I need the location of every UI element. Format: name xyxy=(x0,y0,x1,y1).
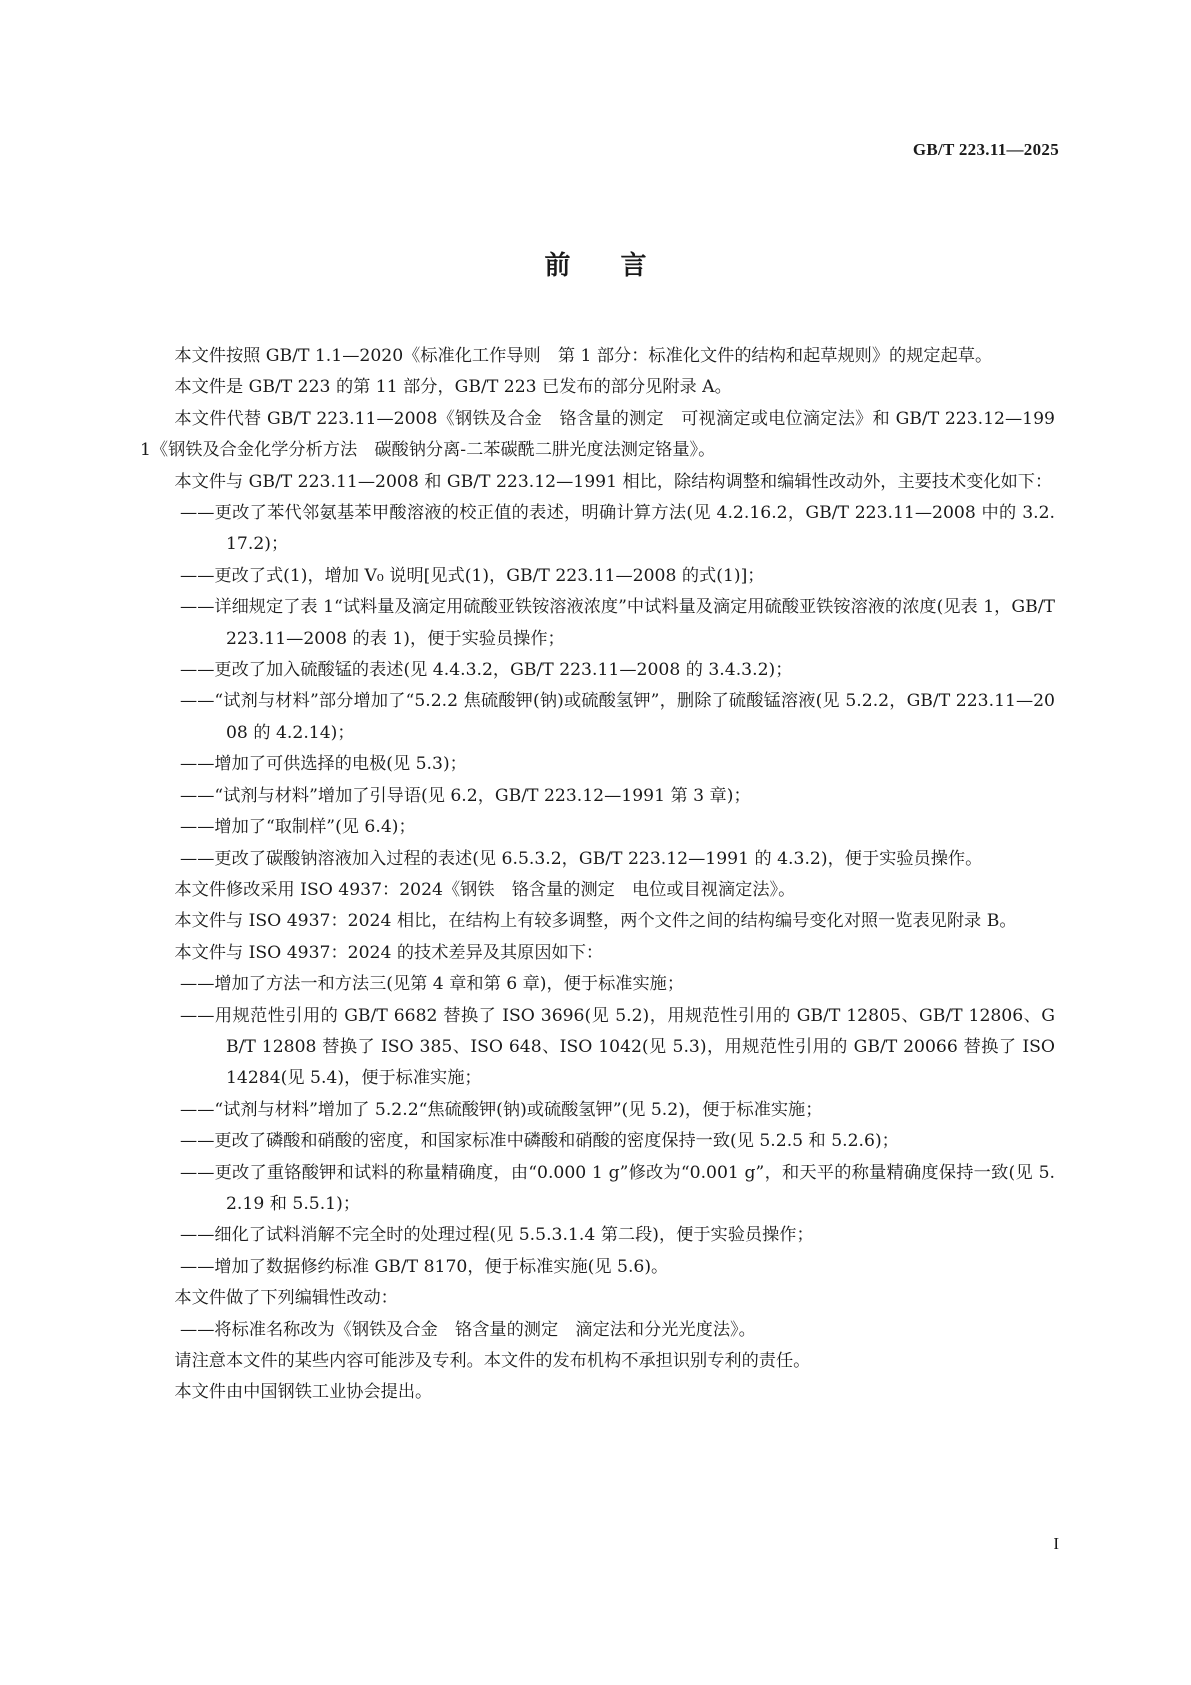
list-item: ——“试剂与材料”部分增加了“5.2.2 焦硫酸钾(钠)或硫酸氢钾”，删除了硫酸锰溶液(见 5.2.2，GB/T 223.11—2008 的 4.2.14)； xyxy=(180,691,1055,743)
page-title: 前言 xyxy=(544,251,697,281)
foreword-body xyxy=(140,341,1055,1409)
paragraph: 请注意本文件的某些内容可能涉及专利。本文件的发布机构不承担识别专利的责任。 xyxy=(174,1351,811,1371)
list-item: ——增加了数据修约标准 GB/T 8170，便于标准实施(见 5.6)。 xyxy=(180,1256,669,1277)
list-item: ——将标准名称改为《钢铁及合金 铬含量的测定 滴定法和分光光度法》。 xyxy=(180,1319,756,1340)
list-item: ——“试剂与材料”增加了 5.2.2“焦硫酸钾(钠)或硫酸氢钾”(见 5.2)，便于标准实施； xyxy=(180,1099,823,1120)
page-number: I xyxy=(1053,1534,1059,1553)
list-item: ——更改了磷酸和硝酸的密度，和国家标准中磷酸和硝酸的密度保持一致(见 5.2.5 和 5.2.6)； xyxy=(180,1131,899,1152)
list-item: ——更改了加入硫酸锰的表述(见 4.4.3.2，GB/T 223.11—2008 的 3.4.3.2)； xyxy=(180,660,793,681)
paragraph: 本文件按照 GB/T 1.1—2020《标准化工作导则 第 1 部分：标准化文件的结构和起草规则》的规定起草。 xyxy=(174,346,993,366)
paragraph: 本文件是 GB/T 223 的第 11 部分，GB/T 223 已发布的部分见附录 A。 xyxy=(174,377,732,398)
paragraph: 本文件做了下列编辑性改动： xyxy=(174,1288,398,1309)
list-item: ——增加了“取制样”(见 6.4)； xyxy=(180,817,416,838)
paragraph: 本文件与 ISO 4937：2024 的技术差异及其原因如下： xyxy=(174,942,604,963)
list-item: ——细化了试料消解不完全时的处理过程(见 5.5.3.1.4 第二段)，便于实验员操作； xyxy=(180,1225,814,1246)
list-item: ——“试剂与材料”增加了引导语(见 6.2，GB/T 223.12—1991 第 3 章)； xyxy=(180,785,751,806)
paragraph: 本文件由中国钢铁工业协会提出。 xyxy=(174,1382,433,1403)
list-item: ——增加了方法一和方法三(见第 4 章和第 6 章)，便于标准实施； xyxy=(180,974,685,995)
paragraph: 本文件修改采用 ISO 4937：2024《钢铁 铬含量的测定 电位或目视滴定法》。 xyxy=(174,879,796,900)
list-item: ——更改了重铬酸钾和试料的称量精确度，由“0.000 1 g”修改为“0.001 g”，和天平的称量精确度保持一致(见 5.2.19 和 5.5.1)； xyxy=(180,1162,1055,1214)
list-item: ——更改了碳酸钠溶液加入过程的表述(见 6.5.3.2，GB/T 223.12—1991 的 4.3.2)，便于实验员操作。 xyxy=(180,848,983,869)
standard-code: GB/T 223.11—2025 xyxy=(912,140,1059,159)
paragraph: 本文件与 GB/T 223.11—2008 和 GB/T 223.12—1991 相比，除结构调整和编辑性改动外，主要技术变化如下： xyxy=(174,471,1053,492)
list-item: ——详细规定了表 1“试料量及滴定用硫酸亚铁铵溶液浓度”中试料量及滴定用硫酸亚铁铵溶液的浓度(见表 1，GB/T 223.11—2008 的表 1)，便于实验员操作； xyxy=(180,597,1055,649)
list-item: ——增加了可供选择的电极(见 5.3)； xyxy=(180,754,467,775)
paragraph: 本文件代替 GB/T 223.11—2008《钢铁及合金 铬含量的测定 可视滴定或电位滴定法》和 GB/T 223.12—1991《钢铁及合金化学分析方法 碳酸钠分离-二苯碳酰二肼光度法测定铬量》。 xyxy=(140,408,1055,461)
list-item: ——更改了式(1)，增加 V₀ 说明[见式(1)，GB/T 223.11—2008 的式(1)]； xyxy=(180,565,765,586)
paragraph: 本文件与 ISO 4937：2024 相比，在结构上有较多调整，两个文件之间的结构编号变化对照一览表见附录 B。 xyxy=(174,911,1017,932)
list-item: ——更改了苯代邻氨基苯甲酸溶液的校正值的表述，明确计算方法(见 4.2.16.2，GB/T 223.11—2008 中的 3.2.17.2)； xyxy=(180,503,1055,555)
list-item: ——用规范性引用的 GB/T 6682 替换了 ISO 3696(见 5.2)，用规范性引用的 GB/T 12805、GB/T 12806、GB/T 12808 替换了 ISO 385、ISO 648、ISO 1042(见 5.3)，用规范性引用的 GB/T 20066 替换了 ISO 14284(见 5.4)，便于标准实施； xyxy=(180,1005,1055,1089)
